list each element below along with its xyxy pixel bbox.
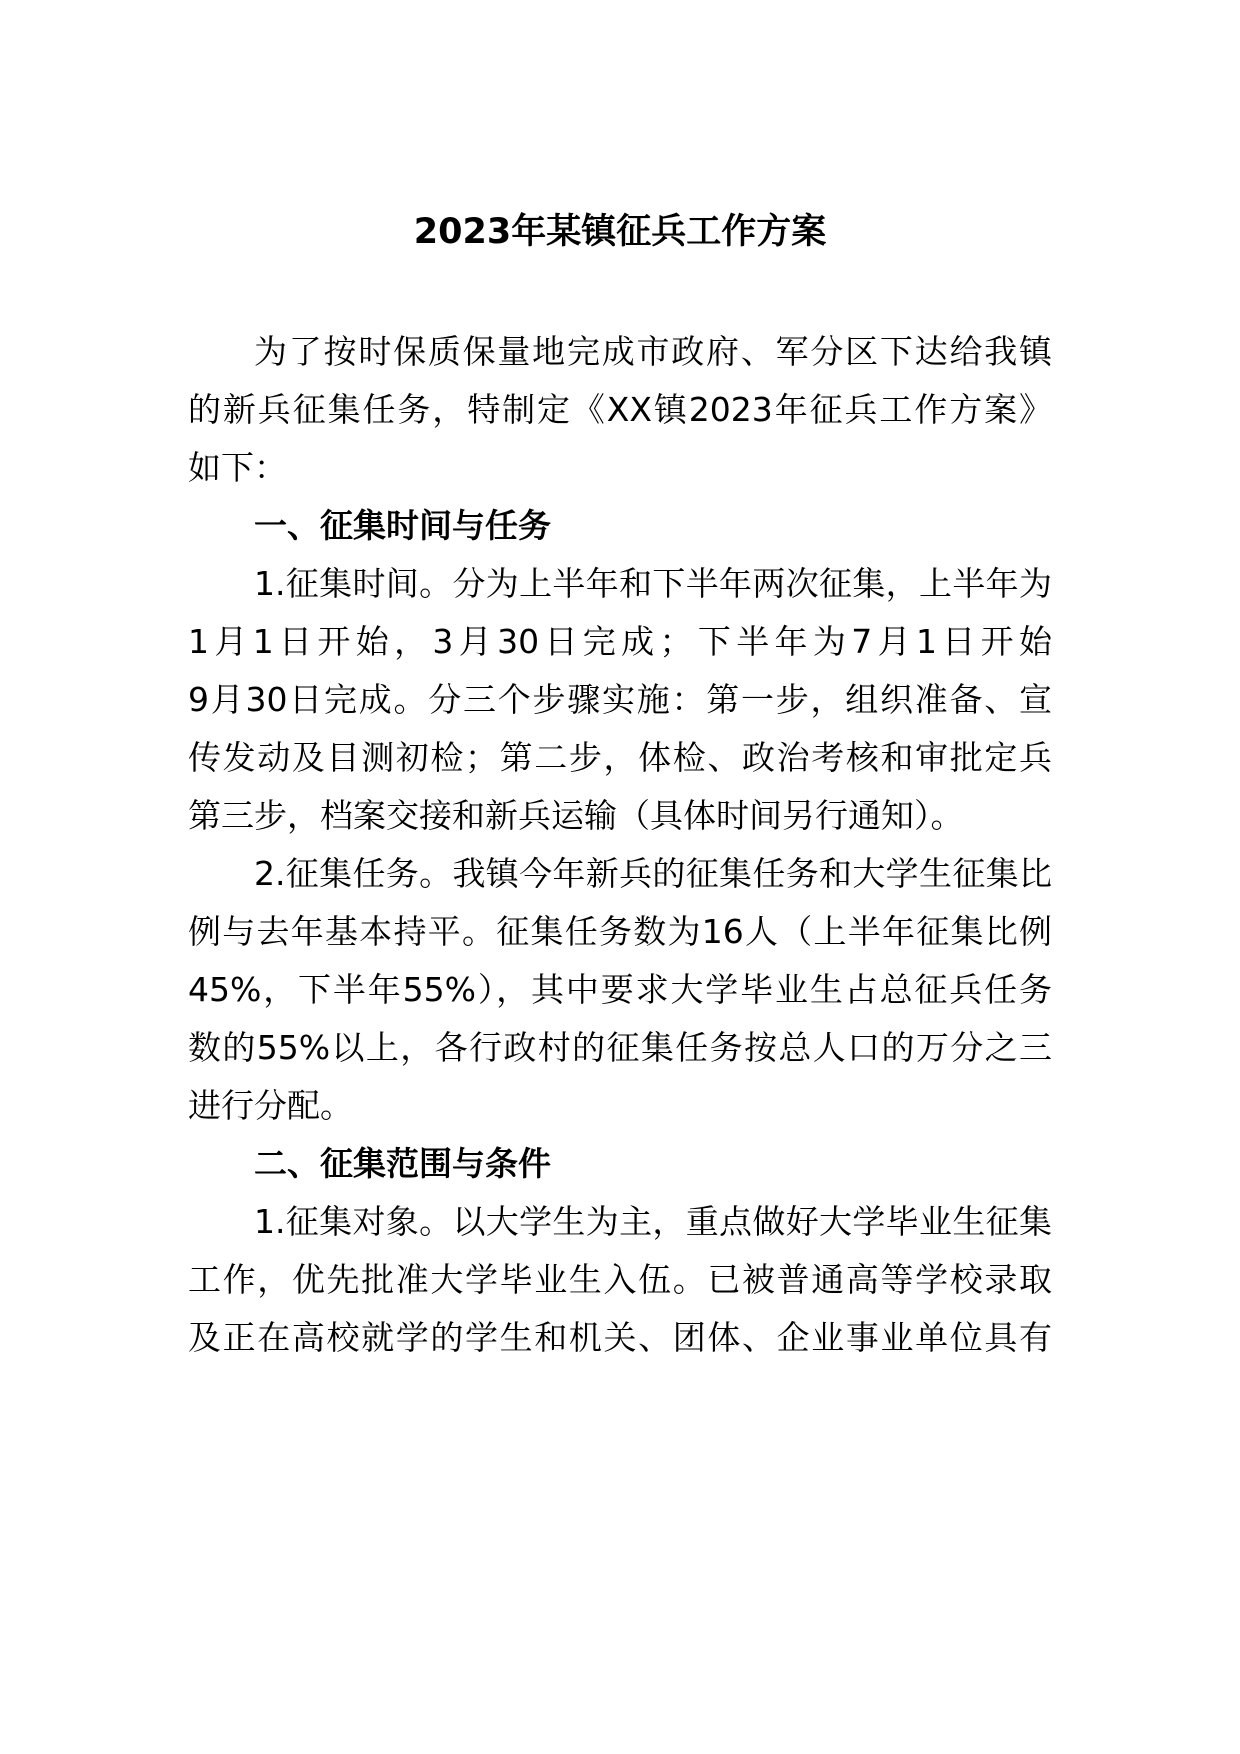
intro-line-3: 如下：: [188, 448, 287, 487]
section-1-item-2-line-3: 45%，下半年55%），其中要求大学毕业生占总征兵任务: [188, 970, 1052, 1009]
section-1-heading: 一、征集时间与任务: [254, 506, 551, 545]
section-1-item-2-line-4: 数的55%以上，各行政村的征集任务按总人口的万分之三: [188, 1028, 1052, 1067]
intro-line-2: 的新兵征集任务，特制定《XX镇2023年征兵工作方案》: [188, 390, 1052, 429]
section-1-item-1-line-2: 1月1日开始，3月30日完成；下半年为7月1日开始: [188, 622, 1052, 661]
section-2-item-1-line-3: 及正在高校就学的学生和机关、团体、企业事业单位具有: [188, 1318, 1052, 1357]
section-1-item-2-line-1: 2.征集任务。我镇今年新兵的征集任务和大学生征集比: [254, 854, 1052, 893]
section-1-item-1-line-3: 9月30日完成。分三个步骤实施：第一步，组织准备、宣: [188, 680, 1052, 719]
section-2-heading: 二、征集范围与条件: [254, 1144, 551, 1183]
section-1-item-1-line-4: 传发动及目测初检；第二步，体检、政治考核和审批定兵: [188, 738, 1052, 777]
section-1-item-1-line-1: 1.征集时间。分为上半年和下半年两次征集，上半年为: [254, 564, 1052, 603]
section-1-item-2-line-2: 例与去年基本持平。征集任务数为16人（上半年征集比例: [188, 912, 1052, 951]
section-1-item-1-line-5: 第三步，档案交接和新兵运输（具体时间另行通知）。: [188, 796, 964, 835]
section-1-item-2-line-5: 进行分配。: [188, 1086, 353, 1125]
document-title: 2023年某镇征兵工作方案: [413, 212, 827, 252]
intro-line-1: 为了按时保质保量地完成市政府、军分区下达给我镇: [254, 332, 1052, 371]
section-2-item-1-line-2: 工作，优先批准大学毕业生入伍。已被普通高等学校录取: [188, 1260, 1052, 1299]
section-2-item-1-line-1: 1.征集对象。以大学生为主，重点做好大学毕业生征集: [254, 1202, 1052, 1241]
